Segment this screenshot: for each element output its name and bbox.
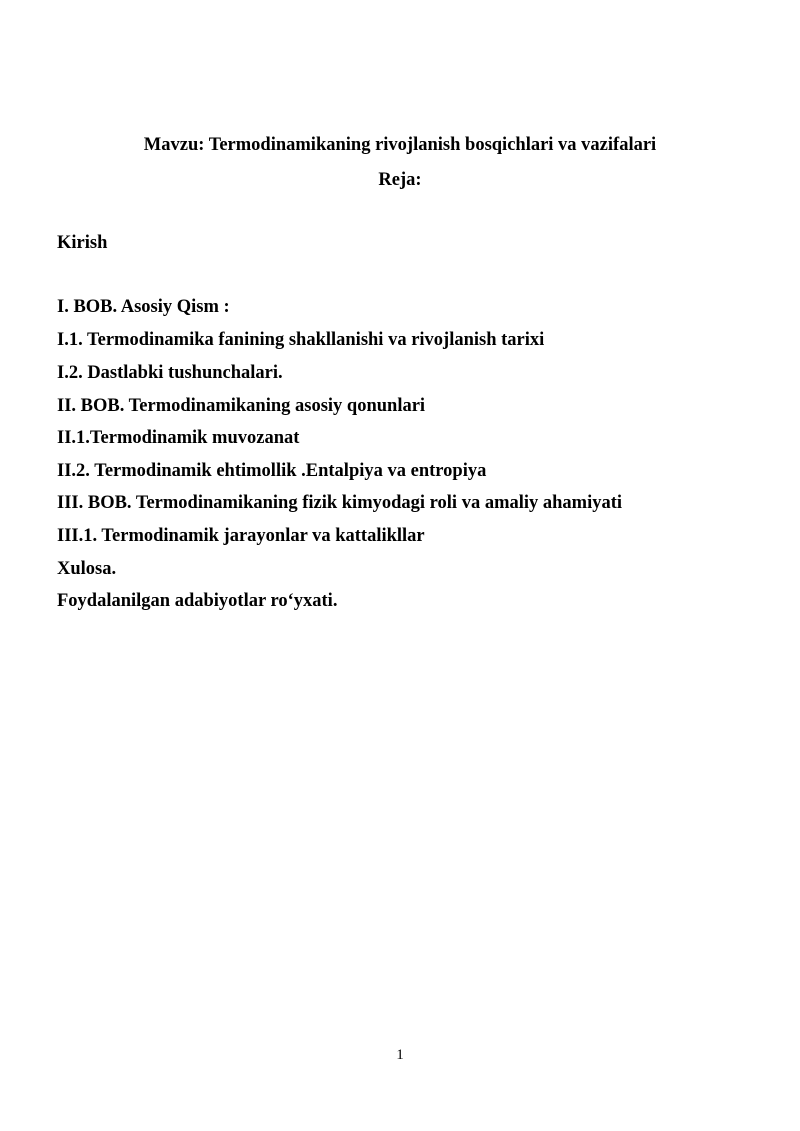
outline-entry: I.2. Dastlabki tushunchalari. [57, 363, 283, 383]
outline-entry: II.2. Termodinamik ehtimollik .Entalpiya va entropiya [57, 461, 487, 481]
intro-entry: Kirish [57, 233, 108, 253]
outline-entry: I. BOB. Asosiy Qism : [57, 297, 230, 317]
page-number: 1 [396, 1047, 404, 1063]
conclusion-entry: Xulosa. [57, 559, 117, 579]
outline-entry: II. BOB. Termodinamikaning asosiy qonunlari [57, 396, 426, 416]
plan-heading: Reja: [378, 170, 422, 190]
outline-entry: III.1. Termodinamik jarayonlar va kattalikllar [57, 526, 425, 546]
outline-entry: I.1. Termodinamika fanining shakllanishi va rivojlanish tarixi [57, 330, 545, 350]
outline-entry: II.1.Termodinamik muvozanat [57, 428, 300, 448]
references-entry: Foydalanilgan adabiyotlar ro‘yxati. [57, 591, 338, 611]
document-title: Mavzu: Termodinamikaning rivojlanish bosqichlari va vazifalari [143, 135, 657, 155]
outline-entry: III. BOB. Termodinamikaning fizik kimyodagi roli va amaliy ahamiyati [57, 493, 623, 513]
